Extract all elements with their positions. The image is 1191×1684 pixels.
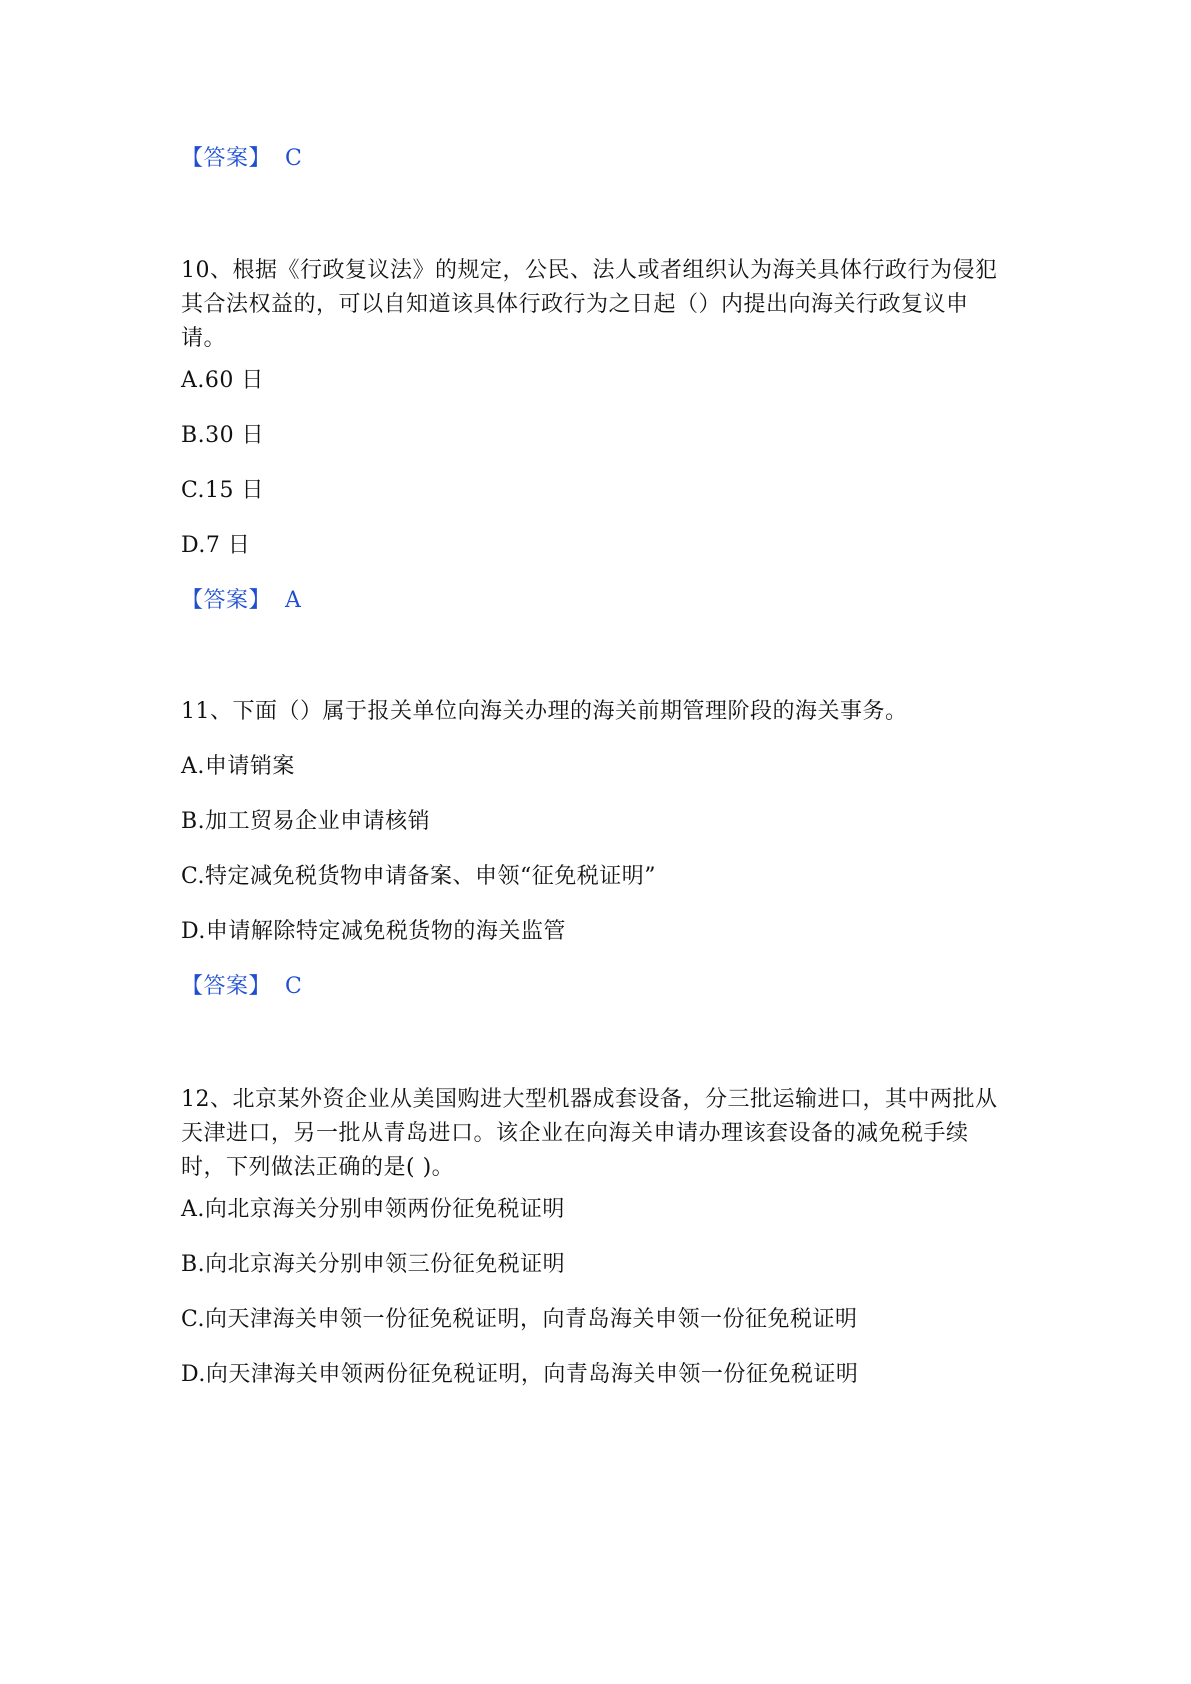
- answer-label: 【答案】: [181, 974, 272, 999]
- question-10-option-d: D.7 日: [181, 533, 251, 558]
- question-11-stem: 11、下面（）属于报关单位向海关办理的海关前期管理阶段的海关事务。: [181, 699, 908, 724]
- answer-line-prev: [181, 143, 302, 175]
- question-11-option-d: D.申请解除特定减免税货物的海关监管: [181, 919, 566, 944]
- question-12-option-a: A.向北京海关分别申领两份征免税证明: [181, 1197, 565, 1222]
- question-10-option-c: C.15 日: [181, 478, 265, 503]
- answer-value: A: [285, 588, 302, 613]
- question-11-option-a: A.申请销案: [181, 754, 295, 779]
- answer-label: 【答案】: [181, 146, 272, 171]
- question-11-option-c: C.特定减免税货物申请备案、申领“征免税证明”: [181, 864, 657, 889]
- answer-label: 【答案】: [181, 588, 272, 613]
- question-12-option-b: B.向北京海关分别申领三份征免税证明: [181, 1252, 566, 1277]
- question-10-option-b: B.30 日: [181, 423, 265, 448]
- answer-line-q11: [181, 971, 302, 1003]
- answer-value: C: [285, 146, 303, 171]
- answer-line-q10: [181, 585, 301, 617]
- question-11-option-b: B.加工贸易企业申请核销: [181, 809, 431, 834]
- question-10-stem: 10、根据《行政复议法》的规定，公民、法人或者组织认为海关具体行政行为侵犯其合法权益的，可以自知道该具体行政行为之日起（）内提出向海关行政复议申请。: [181, 258, 998, 351]
- question-10-option-a: A.60 日: [181, 368, 264, 393]
- answer-value: C: [285, 974, 303, 999]
- question-12-option-c: C.向天津海关申领一份征免税证明，向青岛海关申领一份征免税证明: [181, 1307, 858, 1332]
- question-12-stem: 12、北京某外资企业从美国购进大型机器成套设备，分三批运输进口，其中两批从天津进口，另一批从青岛进口。该企业在向海关申请办理该套设备的减免税手续时，下列做法正确的是( )。: [181, 1087, 998, 1180]
- question-12-option-d: D.向天津海关申领两份征免税证明，向青岛海关申领一份征免税证明: [181, 1362, 859, 1387]
